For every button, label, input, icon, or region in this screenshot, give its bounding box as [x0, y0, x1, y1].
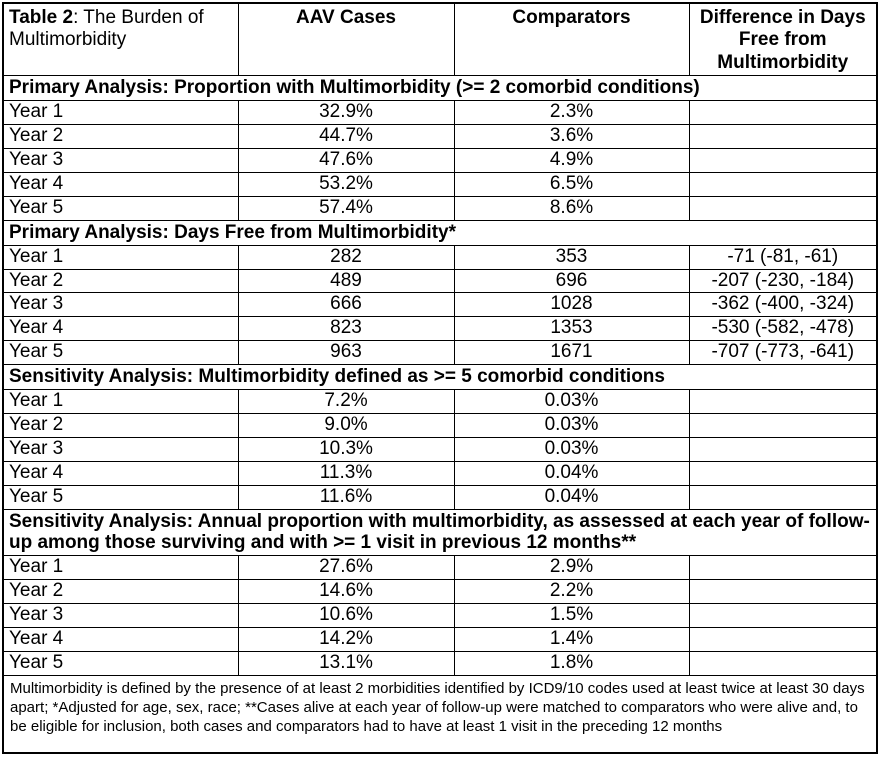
column-header-aav-cases: AAV Cases — [238, 3, 454, 76]
aav-cases-value: 963 — [238, 341, 454, 365]
table-number-label: Table 2 — [9, 7, 74, 28]
aav-cases-value: 823 — [238, 317, 454, 341]
difference-value — [689, 580, 877, 604]
aav-cases-value: 10.3% — [238, 437, 454, 461]
comparators-value: 2.2% — [454, 580, 689, 604]
table-row — [3, 269, 877, 293]
year-label: Year 1 — [3, 390, 238, 414]
difference-value — [689, 651, 877, 675]
table-row — [3, 125, 877, 149]
difference-value — [689, 390, 877, 414]
burden-of-multimorbidity-table — [2, 2, 878, 754]
difference-value: -207 (-230, -184) — [689, 269, 877, 293]
table-row — [3, 196, 877, 220]
table-title-text: : The Burden of Multimorbidity — [9, 7, 204, 51]
comparators-value: 353 — [454, 245, 689, 269]
comparators-value: 1.8% — [454, 651, 689, 675]
comparators-value: 0.03% — [454, 390, 689, 414]
table-footnote: Multimorbidity is defined by the presence of at least 2 morbidities identified by ICD9/10 codes used at least twice at least 30 days apart; *Adjusted for age, sex, race; **Cases alive at each year of follow-up were matched to comparators who were alive and, to be eligible for inclusion, both cases and comparators had to have at least 1 visit in the preceding 12 months — [3, 675, 877, 753]
year-label: Year 3 — [3, 437, 238, 461]
section-header-row — [3, 220, 877, 245]
year-label: Year 2 — [3, 269, 238, 293]
difference-value — [689, 604, 877, 628]
table-row — [3, 317, 877, 341]
year-label: Year 4 — [3, 172, 238, 196]
section-header-sensitivity-annual-proportion: Sensitivity Analysis: Annual proportion with multimorbidity, as assessed at each year of follow-up among those surviving and with >= 1 visit in previous 12 months** — [3, 509, 877, 556]
difference-value — [689, 461, 877, 485]
comparators-value: 1353 — [454, 317, 689, 341]
year-label: Year 3 — [3, 604, 238, 628]
comparators-value: 1.4% — [454, 627, 689, 651]
difference-value — [689, 196, 877, 220]
table-row — [3, 556, 877, 580]
table-row — [3, 651, 877, 675]
aav-cases-value: 282 — [238, 245, 454, 269]
section-header-primary-proportion: Primary Analysis: Proportion with Multimorbidity (>= 2 comorbid conditions) — [3, 76, 877, 101]
aav-cases-value: 10.6% — [238, 604, 454, 628]
comparators-value: 1671 — [454, 341, 689, 365]
table-row — [3, 172, 877, 196]
table-row — [3, 293, 877, 317]
year-label: Year 5 — [3, 341, 238, 365]
difference-value: -530 (-582, -478) — [689, 317, 877, 341]
aav-cases-value: 666 — [238, 293, 454, 317]
difference-value — [689, 149, 877, 173]
year-label: Year 2 — [3, 125, 238, 149]
table-row — [3, 437, 877, 461]
difference-value — [689, 101, 877, 125]
table-row — [3, 580, 877, 604]
difference-value — [689, 485, 877, 509]
column-header-difference: Difference in Days Free from Multimorbidity — [689, 3, 877, 76]
comparators-value: 1028 — [454, 293, 689, 317]
year-label: Year 5 — [3, 485, 238, 509]
comparators-value: 696 — [454, 269, 689, 293]
table-row — [3, 149, 877, 173]
year-label: Year 2 — [3, 580, 238, 604]
table-row — [3, 604, 877, 628]
aav-cases-value: 11.3% — [238, 461, 454, 485]
year-label: Year 3 — [3, 293, 238, 317]
difference-value — [689, 556, 877, 580]
year-label: Year 3 — [3, 149, 238, 173]
table-title-cell — [3, 3, 238, 76]
difference-value — [689, 627, 877, 651]
footnote-row — [3, 675, 877, 753]
comparators-value: 6.5% — [454, 172, 689, 196]
section-header-sensitivity-5-conditions: Sensitivity Analysis: Multimorbidity defined as >= 5 comorbid conditions — [3, 365, 877, 390]
table-header-row — [3, 3, 877, 76]
aav-cases-value: 47.6% — [238, 149, 454, 173]
table-row — [3, 390, 877, 414]
comparators-value: 0.03% — [454, 437, 689, 461]
difference-value — [689, 414, 877, 438]
difference-value — [689, 437, 877, 461]
difference-value — [689, 125, 877, 149]
aav-cases-value: 11.6% — [238, 485, 454, 509]
comparators-value: 0.04% — [454, 485, 689, 509]
aav-cases-value: 7.2% — [238, 390, 454, 414]
aav-cases-value: 27.6% — [238, 556, 454, 580]
aav-cases-value: 57.4% — [238, 196, 454, 220]
comparators-value: 3.6% — [454, 125, 689, 149]
table-row — [3, 101, 877, 125]
comparators-value: 2.9% — [454, 556, 689, 580]
aav-cases-value: 14.2% — [238, 627, 454, 651]
comparators-value: 0.03% — [454, 414, 689, 438]
year-label: Year 1 — [3, 556, 238, 580]
table-row — [3, 414, 877, 438]
aav-cases-value: 489 — [238, 269, 454, 293]
aav-cases-value: 44.7% — [238, 125, 454, 149]
comparators-value: 4.9% — [454, 149, 689, 173]
aav-cases-value: 9.0% — [238, 414, 454, 438]
aav-cases-value: 13.1% — [238, 651, 454, 675]
table-row — [3, 485, 877, 509]
comparators-value: 1.5% — [454, 604, 689, 628]
difference-value: -362 (-400, -324) — [689, 293, 877, 317]
comparators-value: 2.3% — [454, 101, 689, 125]
column-header-comparators: Comparators — [454, 3, 689, 76]
section-header-row — [3, 509, 877, 556]
aav-cases-value: 32.9% — [238, 101, 454, 125]
aav-cases-value: 14.6% — [238, 580, 454, 604]
year-label: Year 4 — [3, 461, 238, 485]
section-header-row — [3, 76, 877, 101]
difference-value: -71 (-81, -61) — [689, 245, 877, 269]
year-label: Year 4 — [3, 627, 238, 651]
table-row — [3, 341, 877, 365]
difference-value: -707 (-773, -641) — [689, 341, 877, 365]
year-label: Year 1 — [3, 101, 238, 125]
year-label: Year 2 — [3, 414, 238, 438]
year-label: Year 4 — [3, 317, 238, 341]
table-row — [3, 627, 877, 651]
section-header-days-free: Primary Analysis: Days Free from Multimorbidity* — [3, 220, 877, 245]
difference-value — [689, 172, 877, 196]
year-label: Year 5 — [3, 196, 238, 220]
section-header-row — [3, 365, 877, 390]
year-label: Year 5 — [3, 651, 238, 675]
aav-cases-value: 53.2% — [238, 172, 454, 196]
comparators-value: 8.6% — [454, 196, 689, 220]
comparators-value: 0.04% — [454, 461, 689, 485]
table-row — [3, 245, 877, 269]
year-label: Year 1 — [3, 245, 238, 269]
table-row — [3, 461, 877, 485]
